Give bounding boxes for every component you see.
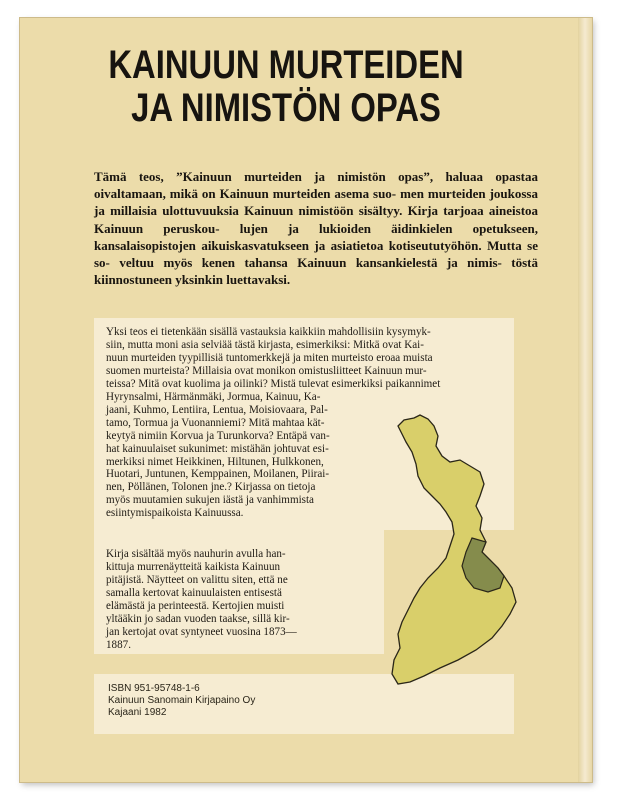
paragraph-line: merkiksi nimet Heikkinen, Hiltunen, Hulkkonen,: [106, 455, 324, 468]
paragraph-line: tamo, Tormua ja Vuonanniemi? Mitä mahtaa kät-: [106, 416, 325, 429]
paragraph-line: jaani, Kuhmo, Lentiira, Lentua, Moisiovaara, Pal-: [106, 403, 328, 416]
isbn-number: ISBN 951-95748-1-6: [108, 683, 200, 694]
paragraph-line: Yksi teos ei tietenkään sisällä vastauksia kaikkiin mahdollisiin kysymyk-: [106, 326, 431, 338]
intro-line: töstä kiinnostuneen yksinkin luettavaksi.: [94, 255, 539, 288]
intro-paragraph: [94, 168, 538, 288]
recordings-paragraph: [106, 548, 297, 652]
intro-line: veltuu myös kenen tahansa Kainuun kansankielestä ja nimis-: [119, 255, 502, 271]
paragraph-line: nuun murteiden tyypillisiä tuntomerkkejä ja miten murteisto eroaa muista: [106, 351, 433, 364]
paragraph-line: kittuja murrenäytteitä kaikista Kainuun: [106, 560, 281, 573]
questions-paragraph: [106, 326, 440, 520]
place-and-year: Kajaani 1982: [108, 707, 167, 718]
paragraph-line: pitäjistä. Näytteet on valittu siten, että ne: [106, 573, 288, 586]
intro-line: opastaa oivaltamaan, mikä on Kainuun murteiden asema suo-: [94, 169, 538, 202]
paragraph-line: suomen murteista? Millaisia ovat monikon omistusliitteet Kainuun mur-: [106, 364, 427, 377]
cover-edge: [578, 18, 592, 782]
paragraph-line: 1887.: [106, 638, 131, 651]
title-line-2: JA NIMISTÖN OPAS: [131, 86, 441, 130]
paragraph-line: siin, mutta moni asia selviää tästä kirjasta, esimerkiksi: Mitkä ovat Kai-: [106, 338, 424, 351]
intro-line: lujen ja lukioiden äidinkielen opetukseen, kansalaisopistojen: [94, 220, 538, 253]
paragraph-line: samalla kertovat kainuulaisten entisestä: [106, 586, 282, 599]
paragraph-line: myös muutamien sukujen iästä ja vanhimmista: [106, 494, 314, 507]
paragraph-line: Hyrynsalmi, Härmänmäki, Jormua, Kainuu, Ka-: [106, 390, 321, 403]
paragraph-line: elämästä ja perinteestä. Kertojien muisti: [106, 599, 285, 612]
intro-line: aikuiskasvatukseen ja asiatietoa kotiseututyöhön. Mutta se so-: [94, 237, 538, 271]
paragraph-line: hat kainuulaiset sukunimet: mistähän johtuvat esi-: [106, 442, 329, 455]
paragraph-line: jan kertojat ovat syntyneet vuosina 1873—: [106, 625, 297, 638]
paragraph-line: Huotari, Juntunen, Kemppainen, Moilanen, Piirai-: [106, 468, 330, 481]
paragraph-line: nen, Pöllänen, Tolonen jne.? Kirjassa on tietoja: [106, 481, 316, 494]
book-title: [51, 44, 520, 130]
paragraph-line: esiintymispaikoista Kainuussa.: [106, 507, 244, 520]
paragraph-line: yltääkin jo sadan vuoden taakse, sillä kir-: [106, 612, 290, 625]
intro-line: nimistöön sisältyy. Kirja tarjoaa aineistoa Kainuun peruskou-: [94, 203, 539, 236]
paragraph-line: keytyä nimiin Korvua ja Turunkorva? Entäpä van-: [106, 429, 330, 442]
publisher-name: Kainuun Sanomain Kirjapaino Oy: [108, 695, 256, 706]
intro-line: men murteiden joukossa ja millaisia ulottuvuuksia Kainuun: [94, 186, 538, 219]
title-line-1: KAINUUN MURTEIDEN: [108, 43, 464, 87]
imprint-block: [108, 683, 255, 719]
paragraph-line: Kirja sisältää myös nauhurin avulla han-: [106, 548, 286, 560]
intro-line: Tämä teos, ”Kainuun murteiden ja nimistön opas”, haluaa: [94, 169, 484, 184]
paragraph-line: teissa? Mitä ovat kuolima ja oilinki? Mistä tulevat esimerkiksi paikannimet: [106, 377, 441, 390]
